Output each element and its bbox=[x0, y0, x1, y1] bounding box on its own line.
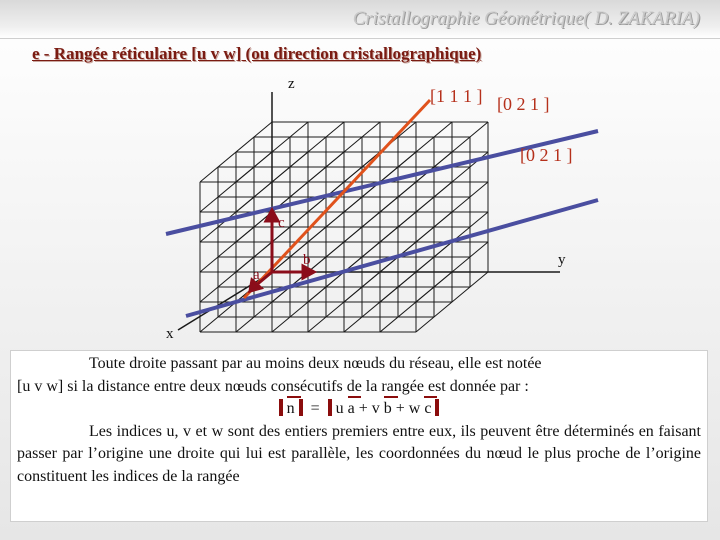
z-axis-label: z bbox=[288, 76, 295, 92]
vector-b-label: b bbox=[303, 252, 311, 268]
formula-c: c bbox=[424, 398, 431, 421]
axes-group bbox=[178, 92, 560, 330]
y-axis-label: y bbox=[558, 252, 566, 268]
formula-b: b bbox=[384, 398, 392, 421]
header-title: Cristallographie Géométrique( D. ZAKARIA) bbox=[352, 8, 700, 29]
formula-u: u bbox=[335, 400, 344, 417]
formula-plus-w: + w bbox=[395, 400, 421, 417]
section-title: e - Rangée réticulaire [u v w] (ou direction cristallographique) bbox=[32, 44, 482, 63]
direction-021-mid-label: [0 2 1 ] bbox=[520, 145, 573, 165]
direction-021-top-label: [0 2 1 ] bbox=[497, 94, 550, 114]
row-line-bottom bbox=[186, 200, 598, 316]
formula-a: a bbox=[348, 398, 355, 421]
formula-n: n bbox=[287, 398, 295, 421]
direction-111-label: [1 1 1 ] bbox=[430, 86, 483, 106]
formula-plus-v: + v bbox=[358, 400, 380, 417]
norm-bar-right-1 bbox=[299, 399, 303, 416]
x-axis-label: x bbox=[166, 326, 174, 342]
vector-a-label: a bbox=[253, 267, 260, 283]
vector-formula bbox=[17, 398, 701, 421]
definition-textbox bbox=[10, 350, 708, 522]
definition-line-2: [u v w] si la distance entre deux nœuds consécutifs de la rangée est donnée par : bbox=[17, 377, 529, 395]
norm-bar-right-2 bbox=[435, 399, 439, 416]
norm-bar-left-1 bbox=[279, 399, 283, 416]
definition-paragraph-2: Les indices u, v et w sont des entiers premiers entre eux, ils peuvent être déterminés en faisant passer par l’origine une droite qui lui est parallèle, les coordonnées du nœud le plus proche de l’origine constituent les indices de la rangée bbox=[17, 422, 701, 485]
vector-c-label: c bbox=[278, 215, 285, 231]
norm-bar-left-2 bbox=[328, 399, 332, 416]
definition-line-1: Toute droite passant par au moins deux nœuds du réseau, elle est notée bbox=[89, 355, 542, 372]
formula-equals: = bbox=[310, 400, 320, 417]
